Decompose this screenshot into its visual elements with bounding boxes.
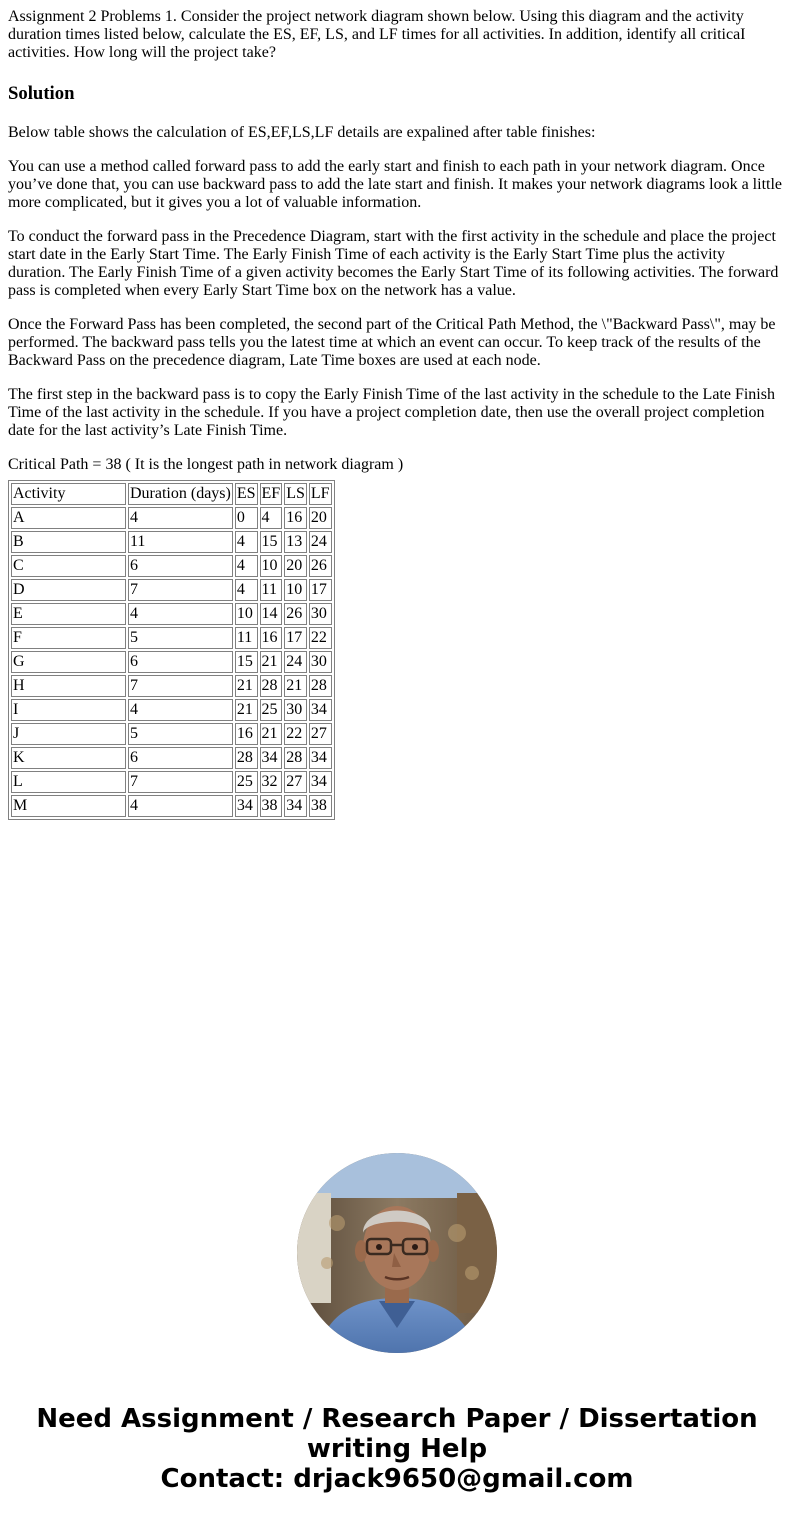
contact-email: Contact: drjack9650@gmail.com xyxy=(160,1464,634,1494)
table-cell: 28 xyxy=(260,675,283,697)
table-cell: C xyxy=(11,555,126,577)
table-row xyxy=(11,699,332,721)
table-cell: E xyxy=(11,603,126,625)
table-cell: 5 xyxy=(128,723,233,745)
table-cell: B xyxy=(11,531,126,553)
table-cell: H xyxy=(11,675,126,697)
table-cell: 25 xyxy=(235,771,258,793)
table-cell: 15 xyxy=(260,531,283,553)
table-row xyxy=(11,531,332,553)
table-cell: 11 xyxy=(128,531,233,553)
table-row xyxy=(11,579,332,601)
table-row xyxy=(11,771,332,793)
table-cell: 4 xyxy=(128,699,233,721)
table-cell: 4 xyxy=(128,795,233,817)
table-cell: 27 xyxy=(309,723,332,745)
header-ls: LS xyxy=(284,483,307,505)
table-cell: 22 xyxy=(309,627,332,649)
paragraph: Below table shows the calculation of ES,EF,LS,LF details are expalined after table finishes: xyxy=(8,124,596,141)
table-cell: 30 xyxy=(309,603,332,625)
paragraph: Once the Forward Pass has been completed, the second part of the Critical Path Method, the \"Backward Pass\", may be performed. The backward pass tells you the latest time at which an event can occur. To keep track of the results of the Backward Pass on the precedence diagram, Late Time boxes are used at each node. xyxy=(8,316,776,369)
table-cell: 30 xyxy=(284,699,307,721)
table-cell: 32 xyxy=(260,771,283,793)
table-cell: L xyxy=(11,771,126,793)
header-lf: LF xyxy=(309,483,332,505)
table-cell: 17 xyxy=(309,579,332,601)
table-cell: K xyxy=(11,747,126,769)
solution-heading: Solution xyxy=(8,83,75,104)
table-cell: 6 xyxy=(128,651,233,673)
table-cell: 34 xyxy=(284,795,307,817)
table-cell: 16 xyxy=(284,507,307,529)
table-cell: 24 xyxy=(309,531,332,553)
document-body xyxy=(8,8,786,820)
table-cell: 21 xyxy=(260,723,283,745)
table-cell: 0 xyxy=(235,507,258,529)
promo-footer xyxy=(0,1404,794,1494)
table-row xyxy=(11,627,332,649)
table-cell: 21 xyxy=(260,651,283,673)
cpm-table xyxy=(8,480,335,820)
table-cell: 26 xyxy=(284,603,307,625)
table-cell: F xyxy=(11,627,126,649)
assignment-question: Assignment 2 Problems 1. Consider the project network diagram shown below. Using this diagram and the activity duration times listed below, calculate the ES, EF, LS, and LF times for all activities. In addition, identify all criticaI activities. How long will the project take? xyxy=(8,8,746,61)
table-cell: 27 xyxy=(284,771,307,793)
table-cell: 4 xyxy=(128,507,233,529)
paragraph: To conduct the forward pass in the Precedence Diagram, start with the first activity in the schedule and place the project start date in the Early Start Time. The Early Finish Time of each activity is the Early Start Time plus the activity duration. The Early Finish Time of a given activity becomes the Early Start Time of its following activities. The forward pass is completed when every Early Start Time box on the network has a value. xyxy=(8,228,779,299)
table-cell: 22 xyxy=(284,723,307,745)
table-cell: 25 xyxy=(260,699,283,721)
table-row xyxy=(11,747,332,769)
table-cell: 16 xyxy=(235,723,258,745)
author-photo-illustration xyxy=(297,1153,497,1353)
table-cell: 34 xyxy=(309,699,332,721)
table-cell: 15 xyxy=(235,651,258,673)
table-cell: 28 xyxy=(309,675,332,697)
table-cell: 21 xyxy=(235,675,258,697)
table-cell: 30 xyxy=(309,651,332,673)
table-cell: 5 xyxy=(128,627,233,649)
table-cell: 16 xyxy=(260,627,283,649)
table-cell: 6 xyxy=(128,747,233,769)
table-header-row xyxy=(11,483,332,505)
table-cell: G xyxy=(11,651,126,673)
table-cell: 4 xyxy=(128,603,233,625)
table-row xyxy=(11,723,332,745)
table-cell: 20 xyxy=(309,507,332,529)
table-cell: M xyxy=(11,795,126,817)
header-duration: Duration (days) xyxy=(128,483,233,505)
table-cell: 11 xyxy=(235,627,258,649)
table-cell: 28 xyxy=(284,747,307,769)
header-activity: Activity xyxy=(11,483,126,505)
paragraph: You can use a method called forward pass to add the early start and finish to each path in your network diagram. Once you’ve done that, you can use backward pass to add the late start and finish. It makes your network diagrams look a little more complicated, but it gives you a lot of valuable information. xyxy=(8,158,783,211)
promo-line: Need Assignment / Research Paper / Dissertation xyxy=(36,1404,758,1434)
table-cell: 13 xyxy=(284,531,307,553)
table-row xyxy=(11,675,332,697)
table-cell: 7 xyxy=(128,579,233,601)
table-cell: A xyxy=(11,507,126,529)
table-cell: 4 xyxy=(235,555,258,577)
promo-line: writing Help xyxy=(306,1434,488,1464)
author-photo xyxy=(297,1153,497,1353)
table-cell: I xyxy=(11,699,126,721)
table-row xyxy=(11,795,332,817)
critical-path-text: Critical Path = 38 ( It is the longest path in network diagram ) xyxy=(8,456,404,473)
table-cell: 10 xyxy=(284,579,307,601)
table-cell: 26 xyxy=(309,555,332,577)
table-cell: 21 xyxy=(235,699,258,721)
table-row xyxy=(11,603,332,625)
table-cell: 28 xyxy=(235,747,258,769)
table-row xyxy=(11,555,332,577)
table-cell: 7 xyxy=(128,771,233,793)
table-cell: 7 xyxy=(128,675,233,697)
table-cell: J xyxy=(11,723,126,745)
table-cell: 10 xyxy=(260,555,283,577)
paragraph: The first step in the backward pass is to copy the Early Finish Time of the last activity in the schedule to the Late Finish Time of the last activity in the schedule. If you have a project completion date, then use the overall project completion date for the last activity’s Late Finish Time. xyxy=(8,386,775,439)
table-cell: 34 xyxy=(260,747,283,769)
table-row xyxy=(11,651,332,673)
table-cell: 38 xyxy=(260,795,283,817)
table-cell: 17 xyxy=(284,627,307,649)
table-cell: 10 xyxy=(235,603,258,625)
table-cell: 34 xyxy=(309,771,332,793)
table-cell: 11 xyxy=(260,579,283,601)
table-cell: 21 xyxy=(284,675,307,697)
table-cell: 34 xyxy=(235,795,258,817)
table-cell: 38 xyxy=(309,795,332,817)
header-es: ES xyxy=(235,483,258,505)
table-cell: 4 xyxy=(235,579,258,601)
table-cell: 20 xyxy=(284,555,307,577)
table-cell: 24 xyxy=(284,651,307,673)
table-cell: D xyxy=(11,579,126,601)
table-row xyxy=(11,507,332,529)
table-cell: 4 xyxy=(235,531,258,553)
table-cell: 4 xyxy=(260,507,283,529)
table-cell: 6 xyxy=(128,555,233,577)
table-cell: 14 xyxy=(260,603,283,625)
table-cell: 34 xyxy=(309,747,332,769)
header-ef: EF xyxy=(260,483,283,505)
